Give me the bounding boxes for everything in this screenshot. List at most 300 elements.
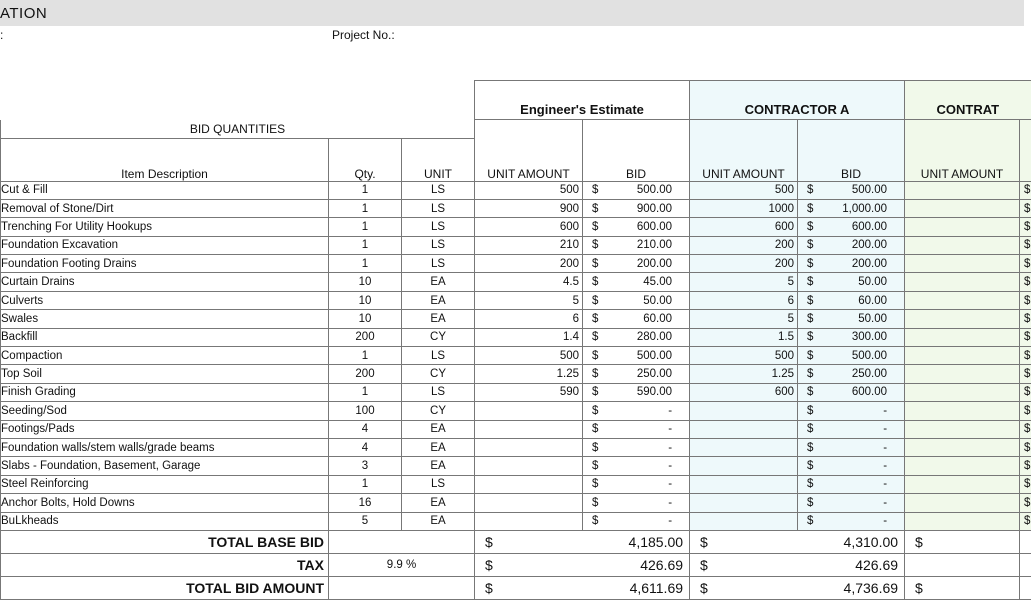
currency-symbol: $ — [592, 441, 599, 454]
eng-unit-amount: 500 — [475, 347, 583, 365]
eng-total-bid-amount-value: 4,611.69 — [583, 576, 690, 599]
eng-bid — [583, 236, 690, 254]
spacer — [329, 576, 475, 599]
eng-bid — [583, 457, 690, 475]
b-unit-amount — [905, 402, 1020, 420]
item-unit: LS — [402, 218, 475, 236]
qty-header: Qty. — [329, 138, 402, 181]
item-description: Anchor Bolts, Hold Downs — [1, 494, 329, 512]
item-qty: 10 — [329, 310, 402, 328]
a-unit-amount: 500 — [690, 181, 798, 199]
currency-symbol: $ — [807, 312, 814, 325]
eng-bid-value: - — [668, 515, 673, 528]
table-row — [1, 475, 1031, 493]
eng-unit-amount-header: UNIT AMOUNT — [475, 120, 583, 182]
item-description: Slabs - Foundation, Basement, Garage — [1, 457, 329, 475]
a-bid — [798, 420, 905, 438]
currency-symbol: $ — [592, 202, 599, 215]
item-qty: 5 — [329, 512, 402, 530]
a-bid-value: - — [883, 515, 888, 528]
b-bid — [1020, 181, 1031, 199]
eng-bid — [583, 512, 690, 530]
currency-symbol: $ — [1024, 239, 1031, 252]
currency-symbol: $ — [807, 404, 814, 417]
item-unit: LS — [402, 383, 475, 401]
currency-symbol: $ — [807, 239, 814, 252]
eng-tax-value: 426.69 — [583, 553, 690, 576]
eng-bid — [583, 291, 690, 309]
a-bid-value: 500.00 — [851, 184, 888, 197]
item-unit: EA — [402, 291, 475, 309]
a-bid — [798, 181, 905, 199]
a-bid — [798, 310, 905, 328]
a-unit-amount: 5 — [690, 310, 798, 328]
b-unit-amount — [905, 310, 1020, 328]
currency-symbol: $ — [807, 257, 814, 270]
eng-bid — [583, 402, 690, 420]
contractor-a-header: CONTRACTOR A — [690, 81, 905, 120]
a-unit-amount — [690, 457, 798, 475]
b-bid — [1020, 236, 1031, 254]
a-total-bid-amount-value: 4,736.69 — [798, 576, 905, 599]
table-row — [1, 420, 1031, 438]
a-unit-amount: 600 — [690, 218, 798, 236]
item-description: Finish Grading — [1, 383, 329, 401]
eng-bid — [583, 218, 690, 236]
table-row — [1, 457, 1031, 475]
eng-unit-amount — [475, 494, 583, 512]
item-unit: EA — [402, 273, 475, 291]
a-bid-value: 500.00 — [851, 349, 888, 362]
a-bid — [798, 383, 905, 401]
eng-bid-value: - — [668, 460, 673, 473]
item-qty: 200 — [329, 365, 402, 383]
a-unit-amount: 500 — [690, 347, 798, 365]
currency-symbol: $ — [592, 276, 599, 289]
b-bid — [1020, 218, 1031, 236]
a-bid-value: 200.00 — [851, 257, 888, 270]
table-row — [1, 383, 1031, 401]
a-bid-value: 50.00 — [858, 312, 888, 325]
currency-symbol: $ — [807, 368, 814, 381]
currency-symbol: $ — [592, 368, 599, 381]
item-description: Top Soil — [1, 365, 329, 383]
eng-unit-amount: 4.5 — [475, 273, 583, 291]
eng-unit-amount: 600 — [475, 218, 583, 236]
a-bid-header: BID — [798, 120, 905, 182]
b-unit-amount — [905, 457, 1020, 475]
a-bid-value: - — [883, 460, 888, 473]
eng-unit-amount: 6 — [475, 310, 583, 328]
total-bid-amount-label: TOTAL BID AMOUNT — [1, 576, 329, 599]
a-bid — [798, 273, 905, 291]
a-tax-value: 426.69 — [798, 553, 905, 576]
eng-unit-amount: 1.25 — [475, 365, 583, 383]
a-unit-amount: 6 — [690, 291, 798, 309]
eng-unit-amount — [475, 457, 583, 475]
currency-symbol: $ — [1024, 202, 1031, 215]
eng-bid-value: 200.00 — [636, 257, 673, 270]
item-unit: LS — [402, 181, 475, 199]
eng-unit-amount: 500 — [475, 181, 583, 199]
engineers-estimate-header: Engineer's Estimate — [475, 81, 690, 120]
b-unit-amount — [905, 438, 1020, 456]
a-bid — [798, 475, 905, 493]
b-unit-amount — [905, 218, 1020, 236]
a-tax-currency: $ — [690, 553, 798, 576]
item-unit: LS — [402, 347, 475, 365]
currency-symbol: $ — [592, 404, 599, 417]
currency-symbol: $ — [807, 184, 814, 197]
currency-symbol: $ — [1024, 368, 1031, 381]
currency-symbol: $ — [1024, 478, 1031, 491]
table-row — [1, 236, 1031, 254]
item-description: Backfill — [1, 328, 329, 346]
item-qty: 10 — [329, 291, 402, 309]
a-bid-value: - — [883, 404, 888, 417]
currency-symbol: $ — [1024, 349, 1031, 362]
item-qty: 100 — [329, 402, 402, 420]
item-qty: 1 — [329, 383, 402, 401]
item-description: Swales — [1, 310, 329, 328]
eng-bid — [583, 475, 690, 493]
contractor-b-header: CONTRAT — [905, 81, 1031, 120]
eng-bid — [583, 383, 690, 401]
item-unit: LS — [402, 255, 475, 273]
item-qty: 1 — [329, 255, 402, 273]
a-unit-amount — [690, 475, 798, 493]
a-bid-value: - — [883, 478, 888, 491]
eng-bid-value: 210.00 — [636, 239, 673, 252]
currency-symbol: $ — [1024, 184, 1031, 197]
b-bid — [1020, 310, 1031, 328]
a-unit-amount: 1.25 — [690, 365, 798, 383]
eng-unit-amount — [475, 402, 583, 420]
currency-symbol: $ — [592, 496, 599, 509]
eng-bid — [583, 347, 690, 365]
item-description: Foundation Footing Drains — [1, 255, 329, 273]
currency-symbol: $ — [592, 184, 599, 197]
currency-symbol: $ — [592, 331, 599, 344]
b-bid — [1020, 255, 1031, 273]
eng-bid — [583, 328, 690, 346]
a-bid — [798, 291, 905, 309]
eng-bid-value: 45.00 — [643, 276, 673, 289]
currency-symbol: $ — [1024, 294, 1031, 307]
currency-symbol: $ — [807, 276, 814, 289]
currency-symbol: $ — [1024, 331, 1031, 344]
table-row — [1, 181, 1031, 199]
a-bid — [798, 365, 905, 383]
a-bid-value: 60.00 — [858, 294, 888, 307]
eng-unit-amount: 900 — [475, 199, 583, 217]
a-bid — [798, 402, 905, 420]
currency-symbol: $ — [592, 239, 599, 252]
b-bid — [1020, 365, 1031, 383]
b-bid — [1020, 402, 1031, 420]
b-unit-amount-header: UNIT AMOUNT — [905, 120, 1020, 182]
b-bid — [1020, 347, 1031, 365]
a-unit-amount — [690, 494, 798, 512]
item-unit: EA — [402, 457, 475, 475]
eng-bid-value: 280.00 — [636, 331, 673, 344]
b-unit-amount — [905, 475, 1020, 493]
currency-symbol: $ — [807, 386, 814, 399]
b-bid — [1020, 438, 1031, 456]
total-base-bid-row — [1, 530, 1031, 553]
item-description-header: Item Description — [1, 138, 329, 181]
b-bid — [1020, 494, 1031, 512]
spacer — [329, 530, 475, 553]
currency-symbol: $ — [807, 460, 814, 473]
currency-symbol: $ — [807, 220, 814, 233]
item-qty: 1 — [329, 218, 402, 236]
eng-bid — [583, 310, 690, 328]
project-number-label: Project No.: — [332, 28, 395, 42]
a-unit-amount: 200 — [690, 255, 798, 273]
eng-bid — [583, 494, 690, 512]
bid-tabulation-table — [0, 80, 1031, 600]
total-bid-amount-row — [1, 576, 1031, 599]
table-row — [1, 273, 1031, 291]
a-bid — [798, 255, 905, 273]
item-qty: 4 — [329, 438, 402, 456]
b-tax-value — [1020, 553, 1031, 576]
eng-bid — [583, 420, 690, 438]
eng-bid-value: 50.00 — [643, 294, 673, 307]
item-qty: 1 — [329, 475, 402, 493]
b-bid — [1020, 383, 1031, 401]
currency-symbol: $ — [807, 331, 814, 344]
b-total-base-bid-currency: $ — [905, 530, 1020, 553]
table-row — [1, 365, 1031, 383]
item-description: Foundation Excavation — [1, 236, 329, 254]
a-bid — [798, 236, 905, 254]
item-description: Footings/Pads — [1, 420, 329, 438]
title-bar — [0, 0, 1024, 26]
eng-bid-value: - — [668, 423, 673, 436]
a-unit-amount — [690, 420, 798, 438]
b-unit-amount — [905, 512, 1020, 530]
currency-symbol: $ — [807, 441, 814, 454]
b-total-base-bid-value — [1020, 530, 1031, 553]
item-description: Curtain Drains — [1, 273, 329, 291]
table-row — [1, 328, 1031, 346]
currency-symbol: $ — [1024, 423, 1031, 436]
currency-symbol: $ — [1024, 220, 1031, 233]
currency-symbol: $ — [592, 515, 599, 528]
item-qty: 10 — [329, 273, 402, 291]
b-bid-header-cell — [1020, 120, 1031, 182]
eng-total-base-bid-currency: $ — [475, 530, 583, 553]
a-bid-value: 300.00 — [851, 331, 888, 344]
item-description: Cut & Fill — [1, 181, 329, 199]
b-unit-amount — [905, 328, 1020, 346]
a-unit-amount — [690, 438, 798, 456]
eng-unit-amount: 210 — [475, 236, 583, 254]
b-unit-amount — [905, 273, 1020, 291]
eng-bid-value: 500.00 — [636, 184, 673, 197]
a-bid-value: 600.00 — [851, 386, 888, 399]
table-row — [1, 255, 1031, 273]
item-description: Culverts — [1, 291, 329, 309]
item-unit: EA — [402, 512, 475, 530]
currency-symbol: $ — [1024, 404, 1031, 417]
a-bid — [798, 512, 905, 530]
tax-rate: 9.9 % — [329, 553, 475, 576]
table-row — [1, 347, 1031, 365]
a-unit-amount — [690, 402, 798, 420]
item-description: Seeding/Sod — [1, 402, 329, 420]
tax-row — [1, 553, 1031, 576]
a-total-base-bid-value: 4,310.00 — [798, 530, 905, 553]
item-unit: EA — [402, 438, 475, 456]
eng-bid — [583, 438, 690, 456]
b-unit-amount — [905, 347, 1020, 365]
a-unit-amount — [690, 512, 798, 530]
currency-symbol: $ — [1024, 257, 1031, 270]
table-row — [1, 438, 1031, 456]
table-row — [1, 512, 1031, 530]
item-qty: 1 — [329, 181, 402, 199]
item-qty: 1 — [329, 199, 402, 217]
a-unit-amount: 1000 — [690, 199, 798, 217]
eng-tax-currency: $ — [475, 553, 583, 576]
currency-symbol: $ — [1024, 312, 1031, 325]
table-row — [1, 199, 1031, 217]
eng-bid-value: 250.00 — [636, 368, 673, 381]
item-unit: CY — [402, 365, 475, 383]
a-total-base-bid-currency: $ — [690, 530, 798, 553]
eng-unit-amount: 1.4 — [475, 328, 583, 346]
item-unit: EA — [402, 310, 475, 328]
table-row — [1, 402, 1031, 420]
currency-symbol: $ — [592, 460, 599, 473]
a-bid — [798, 218, 905, 236]
b-bid — [1020, 457, 1031, 475]
currency-symbol: $ — [1024, 496, 1031, 509]
sheet-title: ATION — [0, 5, 48, 22]
currency-symbol: $ — [807, 423, 814, 436]
item-unit: LS — [402, 199, 475, 217]
currency-symbol: $ — [592, 220, 599, 233]
eng-total-bid-amount-currency: $ — [475, 576, 583, 599]
b-unit-amount — [905, 236, 1020, 254]
a-total-bid-amount-currency: $ — [690, 576, 798, 599]
bid-quantities-header: BID QUANTITIES — [1, 120, 475, 139]
item-unit: CY — [402, 402, 475, 420]
item-qty: 4 — [329, 420, 402, 438]
b-bid — [1020, 291, 1031, 309]
a-unit-amount: 5 — [690, 273, 798, 291]
a-bid-value: 200.00 — [851, 239, 888, 252]
b-unit-amount — [905, 255, 1020, 273]
item-qty: 1 — [329, 236, 402, 254]
a-bid-value: - — [883, 423, 888, 436]
item-qty: 16 — [329, 494, 402, 512]
table-row — [1, 310, 1031, 328]
a-bid-value: 50.00 — [858, 276, 888, 289]
item-unit: LS — [402, 236, 475, 254]
eng-bid-value: 60.00 — [643, 312, 673, 325]
currency-symbol: $ — [807, 515, 814, 528]
eng-unit-amount — [475, 475, 583, 493]
b-unit-amount — [905, 181, 1020, 199]
table-row — [1, 218, 1031, 236]
eng-bid — [583, 199, 690, 217]
b-unit-amount — [905, 420, 1020, 438]
item-description: Foundation walls/stem walls/grade beams — [1, 438, 329, 456]
eng-total-base-bid-value: 4,185.00 — [583, 530, 690, 553]
item-description: Compaction — [1, 347, 329, 365]
a-bid — [798, 494, 905, 512]
eng-unit-amount — [475, 438, 583, 456]
unit-header: UNIT — [402, 138, 475, 181]
a-unit-amount: 1.5 — [690, 328, 798, 346]
eng-bid-value: 590.00 — [636, 386, 673, 399]
a-bid-value: - — [883, 441, 888, 454]
item-description: BuLkheads — [1, 512, 329, 530]
a-bid-value: - — [883, 496, 888, 509]
a-bid — [798, 457, 905, 475]
table-row — [1, 494, 1031, 512]
eng-unit-amount — [475, 512, 583, 530]
item-description: Removal of Stone/Dirt — [1, 199, 329, 217]
b-bid — [1020, 512, 1031, 530]
currency-symbol: $ — [807, 349, 814, 362]
item-description: Steel Reinforcing — [1, 475, 329, 493]
eng-bid-header: BID — [583, 120, 690, 182]
b-bid — [1020, 420, 1031, 438]
currency-symbol: $ — [592, 478, 599, 491]
currency-symbol: $ — [592, 294, 599, 307]
a-bid — [798, 438, 905, 456]
currency-symbol: $ — [807, 294, 814, 307]
b-bid — [1020, 273, 1031, 291]
b-unit-amount — [905, 494, 1020, 512]
a-bid — [798, 328, 905, 346]
eng-bid — [583, 181, 690, 199]
b-total-bid-amount-value — [1020, 576, 1031, 599]
item-unit: EA — [402, 420, 475, 438]
item-qty: 1 — [329, 347, 402, 365]
eng-bid — [583, 255, 690, 273]
b-tax-currency — [905, 553, 1020, 576]
a-bid-value: 250.00 — [851, 368, 888, 381]
b-unit-amount — [905, 291, 1020, 309]
a-bid-value: 600.00 — [851, 220, 888, 233]
a-bid — [798, 347, 905, 365]
eng-bid-value: - — [668, 441, 673, 454]
currency-symbol: $ — [1024, 386, 1031, 399]
eng-bid-value: - — [668, 404, 673, 417]
currency-symbol: $ — [807, 478, 814, 491]
a-bid — [798, 199, 905, 217]
a-unit-amount: 200 — [690, 236, 798, 254]
currency-symbol: $ — [1024, 515, 1031, 528]
a-unit-amount-header: UNIT AMOUNT — [690, 120, 798, 182]
eng-unit-amount: 590 — [475, 383, 583, 401]
b-total-bid-amount-currency: $ — [905, 576, 1020, 599]
eng-bid-value: 600.00 — [636, 220, 673, 233]
eng-bid-value: - — [668, 478, 673, 491]
item-unit: CY — [402, 328, 475, 346]
eng-bid-value: - — [668, 496, 673, 509]
item-qty: 200 — [329, 328, 402, 346]
currency-symbol: $ — [592, 423, 599, 436]
item-description: Trenching For Utility Hookups — [1, 218, 329, 236]
item-unit: LS — [402, 475, 475, 493]
